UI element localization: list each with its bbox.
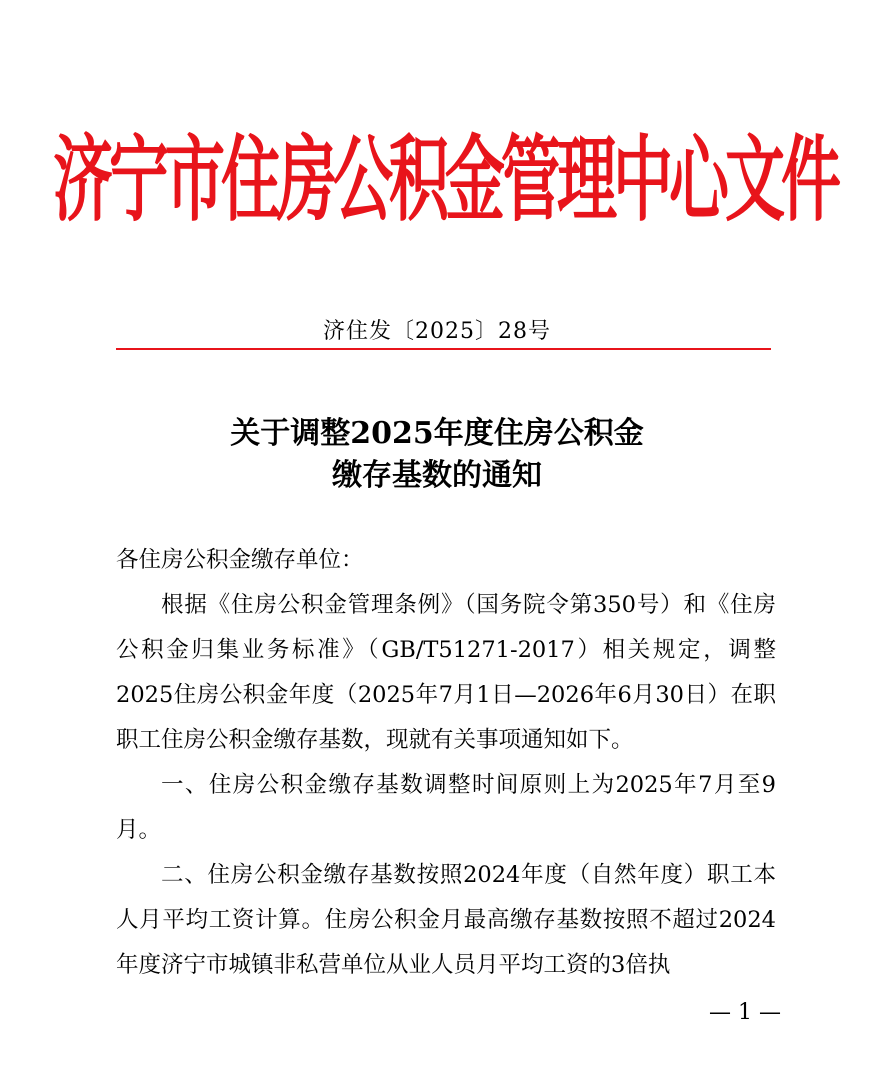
paragraph-item-2: 二、住房公积金缴存基数按照2024年度（自然年度）职工本人月平均工资计算。住房公积金月最高缴存基数按照不超过2024年度济宁市城镇非私营单位从业人员月平均工资的3倍执 bbox=[116, 862, 776, 978]
document-header-title: 济宁市住房公积金管理中心文件 bbox=[53, 126, 837, 235]
paragraph-legal-basis: 根据《住房公积金管理条例》（国务院令第350号）和《住房公积金归集业务标准》（GB/T51271-2017）相关规定，调整2025住房公积金年度（2025年7月1日—2026年6月30日）在职职工住房公积金缴存基数，现就有关事项通知如下。 bbox=[116, 592, 776, 753]
notice-title-line-1: 关于调整2025年度住房公积金 bbox=[230, 416, 644, 451]
salutation: 各住房公积金缴存单位： bbox=[116, 547, 364, 573]
document-number: 济住发〔2025〕28号 bbox=[323, 319, 551, 344]
paragraph-item-1: 一、住房公积金缴存基数调整时间原则上为2025年7月至9月。 bbox=[116, 772, 776, 843]
red-divider-line bbox=[116, 348, 771, 350]
page-number: — 1 — bbox=[709, 1000, 781, 1025]
notice-title-line-2: 缴存基数的通知 bbox=[332, 458, 542, 493]
